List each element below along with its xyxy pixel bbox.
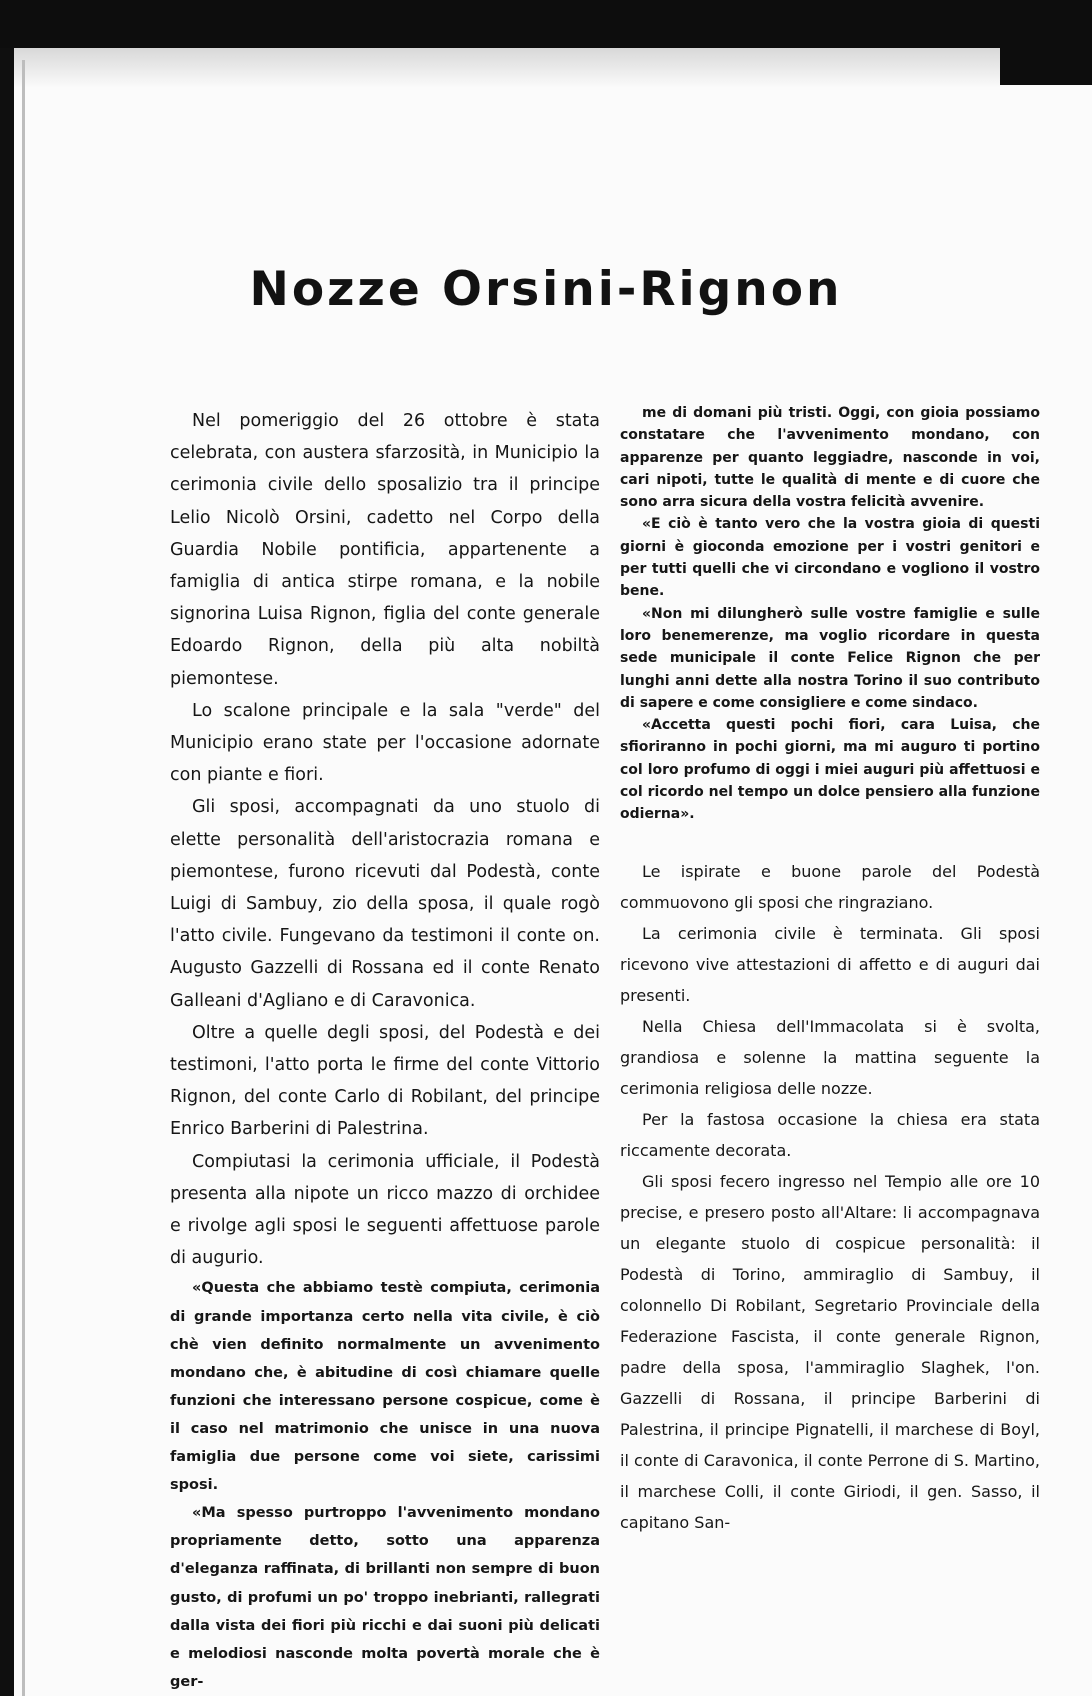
quote-paragraph: «Non mi dilungherò sulle vostre famiglie e sulle loro benemerenze, ma voglio ricordare in questa sede municipale il conte Felice Rignon che per lunghi anni dette alla nostra Torino il suo contributo di sapere e come consigliere e come sindaco. (620, 605, 1040, 711)
paragraph: Le ispirate e buone parole del Podestà commuovono gli sposi che ringraziano. (620, 861, 1040, 912)
quote-paragraph: «E ciò è tanto vero che la vostra gioia di questi giorni è gioconda emozione per i vostri genitori e per tutti quelli che vi circondano e vogliono il vostro bene. (620, 516, 1040, 600)
paragraph: Lo scalone principale e la sala "verde" del Municipio erano state per l'occasione adornate con piante e fiori. (170, 700, 600, 786)
paragraph: Per la fastosa occasione la chiesa era stata riccamente decorata. (620, 1109, 1040, 1160)
quote-paragraph: «Accetta questi pochi fiori, cara Luisa, che sfioriranno in pochi giorni, ma mi auguro ti portino col loro profumo di oggi i miei auguri più affettuosi e col ricordo nel tempo un dolce pensiero alla funzione odierna». (620, 717, 1040, 823)
scan-corner-shadow (1000, 40, 1092, 85)
paragraph: Gli sposi fecero ingresso nel Tempio alle ore 10 precise, e presero posto all'Altare: li accompagnava un elegante stuolo di cospicue personalità: il Podestà di Torino, ammiraglio di Sambuy, il colonnello Di Robilant, Segretario Provinciale della Federazione Fascista, il conte generale Rignon, padre della sposa, l'ammiraglio Slaghek, l'on. Gazzelli di Rossana, il principe Barberini di Palestrina, il principe Pignatelli, il marchese di Boyl, il conte di Caravonica, il conte Perrone di S. Martino, il marchese Colli, il conte Giriodi, il gen. Sasso, il capitano San- (620, 1171, 1040, 1532)
paragraph: La cerimonia civile è terminata. Gli sposi ricevono vive attestazioni di affetto e di auguri dai presenti. (620, 923, 1040, 1005)
scan-top-shadow (0, 48, 1092, 88)
article-title: Nozze Orsini-Rignon (249, 262, 843, 317)
section-gap (620, 826, 1040, 856)
paragraph: Nella Chiesa dell'Immacolata si è svolta, grandiosa e solenne la mattina seguente la cerimonia religiosa delle nozze. (620, 1016, 1040, 1098)
right-column (620, 402, 1040, 1538)
paragraph: Oltre a quelle degli sposi, del Podestà e dei testimoni, l'atto porta le firme del conte Vittorio Rignon, del conte Carlo di Robilant, del principe Enrico Barberini di Palestrina. (170, 1022, 600, 1140)
scan-top-border (0, 0, 1092, 48)
quote-paragraph: «Questa che abbiamo testè compiuta, cerimonia di grande importanza certo nella vita civile, è ciò chè vien definito normalmente un avvenimento mondano che, è abitudine di così chiamare quelle funzioni che interessano persone cospicue, come è il caso nel matrimonio che unisce in una nuova famiglia due persone come voi siete, carissimi sposi. (170, 1280, 600, 1494)
paragraph: Gli sposi, accompagnati da uno stuolo di elette personalità dell'aristocrazia romana e piemontese, furono ricevuti dal Podestà, conte Luigi di Sambuy, zio della sposa, il quale rogò l'atto civile. Fungevano da testimoni il conte on. Augusto Gazzelli di Rossana ed il conte Renato Galleani d'Agliano e di Caravonica. (170, 797, 600, 1011)
quote-paragraph: «Ma spesso purtroppo l'avvenimento mondano propriamente detto, sotto una apparenza d'eleganza raffinata, di brillanti non sempre di buon gusto, di profumi un po' troppo inebrianti, rallegrati dalla vista dei fiori più ricchi e dai suoni più delicati e melodiosi nasconde molta povertà morale che è ger- (170, 1505, 600, 1690)
paragraph: Nel pomeriggio del 26 ottobre è stata celebrata, con austera sfarzosità, in Municipio la cerimonia civile dello sposalizio tra il principe Lelio Nicolò Orsini, cadetto nel Corpo della Guardia Nobile pontificia, appartenente a famiglia di antica stirpe romana, e la nobile signorina Luisa Rignon, figlia del conte generale Edoardo Rignon, della più alta nobiltà piemontese. (170, 411, 600, 689)
paragraph: Compiutasi la cerimonia ufficiale, il Podestà presenta alla nipote un ricco mazzo di orchidee e rivolge agli sposi le seguenti affettuose parole di augurio. (170, 1151, 600, 1269)
left-column (170, 405, 600, 1696)
quote-paragraph: me di domani più tristi. Oggi, con gioia possiamo constatare che l'avvenimento mondano, con apparenze per quanto leggiadre, nasconde in voi, cari nipoti, tutte le qualità di mente e di cuore che sono arra sicura della vostra felicità avvenire. (620, 405, 1040, 511)
